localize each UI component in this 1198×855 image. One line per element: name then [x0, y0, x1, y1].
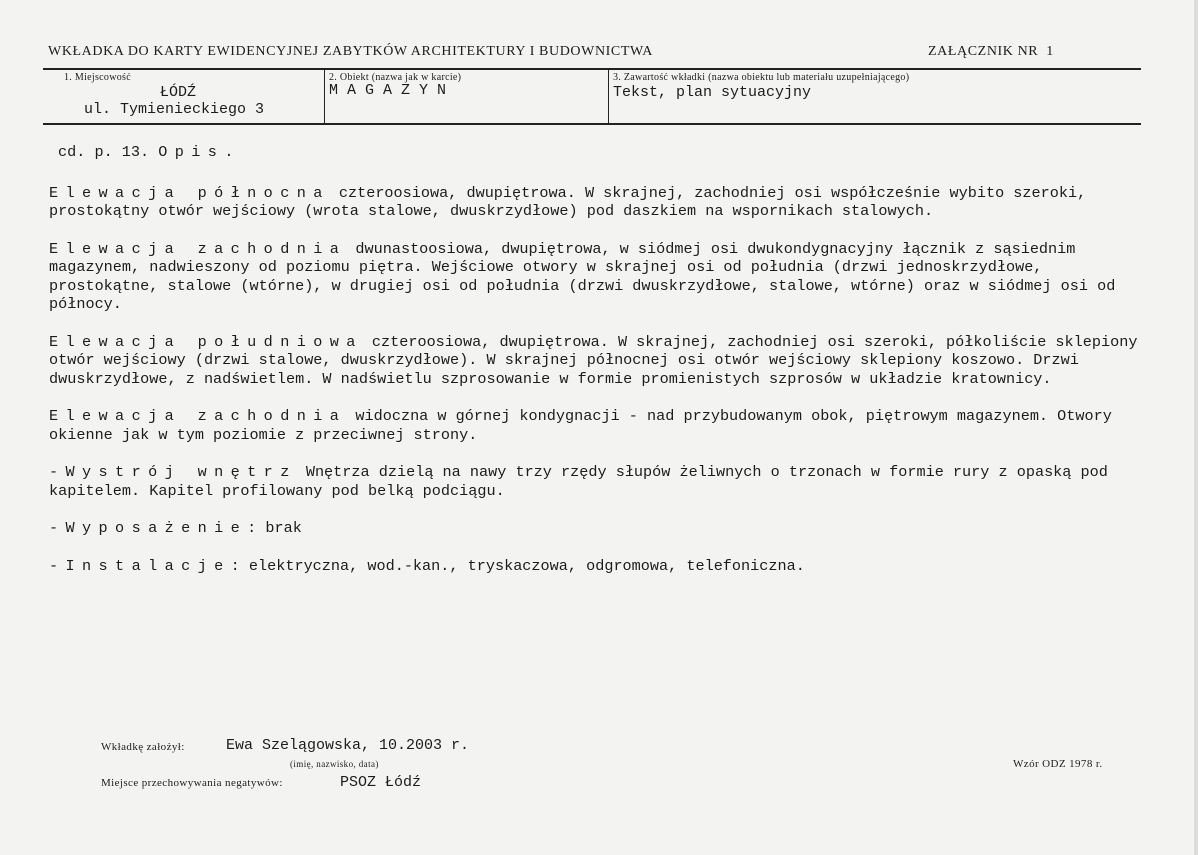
- item-text: Wnętrza dzielą na nawy trzy rzędy słupów żeliwnych o trzonach w formie rury z opaską pod kapitelem. Kapitel profilowany pod belką podciągu.: [49, 463, 1108, 500]
- item-dash: -: [49, 463, 66, 481]
- negatives-label: Miejsce przechowywania negatywów:: [101, 777, 283, 789]
- item-dash: -: [49, 519, 66, 537]
- location-city: ŁÓDŹ: [160, 84, 197, 101]
- object-caption: 2. Obiekt (nazwa jak w karcie): [329, 72, 462, 83]
- column-divider-1: [324, 70, 325, 123]
- continuation-prefix: cd. p. 13.: [58, 143, 150, 161]
- annex-number: 1: [1046, 44, 1054, 59]
- annex-label-text: ZAŁĄCZNIK NR: [928, 44, 1039, 59]
- column-divider-2: [608, 70, 609, 123]
- item-dash: -: [49, 556, 66, 575]
- contents-caption: 3. Zawartość wkładki (nazwa obiektu lub materiału uzupełniającego): [613, 72, 910, 83]
- object-name: M A G A Z Y N: [329, 82, 447, 99]
- item-text: : brak: [247, 519, 302, 537]
- description-heading: Opis.: [158, 143, 241, 161]
- annex-label: [928, 44, 1054, 60]
- paragraph-heading: Elewacja zachodnia: [49, 407, 347, 425]
- paragraph-west-upper: [49, 407, 1139, 444]
- negatives-value: PSOZ Łódź: [340, 774, 422, 791]
- paragraph-west: [49, 240, 1139, 314]
- paragraph-south: [49, 333, 1139, 389]
- paragraph-heading: Elewacja zachodnia: [49, 239, 347, 258]
- paragraph-north: [49, 184, 1139, 221]
- item-heading: Instalacje: [65, 556, 231, 575]
- author-label: Wkładkę założył:: [101, 741, 185, 753]
- paragraph-text: czteroosiowa, dwupiętrowa. W skrajnej, zachodniej osi szeroki, półkoliście sklepiony otwór wejściowy (drzwi stalowe, dwuskrzydłowe). W skrajnej północnej osi otwór wejściowy sklepiony koszowo. Drzwi dwuskrzydłowe, z nadświetlem. W nadświetlu szprosowanie w formie promienistych szprosów w układzie kratownicy.: [49, 332, 1138, 388]
- item-installations: [49, 557, 1139, 576]
- item-text: : elektryczna, wod.-kan., tryskaczowa, odgromowa, telefoniczna.: [230, 556, 805, 575]
- continuation-line: [49, 143, 1139, 162]
- table-top-rule: [43, 68, 1141, 70]
- template-mark: Wzór ODZ 1978 r.: [1013, 758, 1103, 770]
- item-interior: [49, 463, 1139, 500]
- author-value: Ewa Szelągowska, 10.2003 r.: [226, 737, 470, 754]
- description-body: [49, 143, 1139, 594]
- table-bottom-rule: [43, 123, 1141, 125]
- document-title: WKŁADKA DO KARTY EWIDENCYJNEJ ZABYTKÓW ARCHITEKTURY I BUDOWNICTWA: [48, 44, 653, 59]
- location-caption: 1. Miejscowość: [64, 72, 131, 83]
- page-edge: [1194, 0, 1198, 855]
- paragraph-heading: Elewacja południowa: [49, 332, 363, 351]
- paragraph-heading: Elewacja północna: [49, 183, 330, 202]
- paragraph-text: czteroosiowa, dwupiętrowa. W skrajnej, zachodniej osi współcześnie wybito szeroki, prostokątny otwór wejściowy (wrota stalowe, dwuskrzydłowe) pod daszkiem na wspornikach stalowych.: [49, 183, 1087, 220]
- item-heading: Wyposażenie: [65, 519, 248, 537]
- author-caption: (imię, nazwisko, data): [290, 759, 379, 769]
- paragraph-text: widoczna w górnej kondygnacji - nad przybudowanym obok, piętrowym magazynem. Otwory okienne jak w tym poziomie z przeciwnej strony.: [49, 407, 1112, 444]
- paragraph-text: dwunastoosiowa, dwupiętrowa, w siódmej osi dwukondygnacyjny łącznik z sąsiednim magazynem, nadwieszony od poziomu piętra. Wejściowe otwory w skrajnej osi od południa (drzwi jednoskrzydłowe, prostokątne, stalowe (wtórne), w drugiej osi od południa (drzwi dwuskrzydłowe, stalowe, wtórne) oraz w siódmej osi od północy.: [49, 239, 1116, 313]
- contents-value: Tekst, plan sytuacyjny: [613, 84, 812, 101]
- item-heading: Wystrój wnętrz: [65, 463, 297, 481]
- item-equipment: [49, 519, 1139, 538]
- location-street: ul. Tymienieckiego 3: [84, 101, 265, 118]
